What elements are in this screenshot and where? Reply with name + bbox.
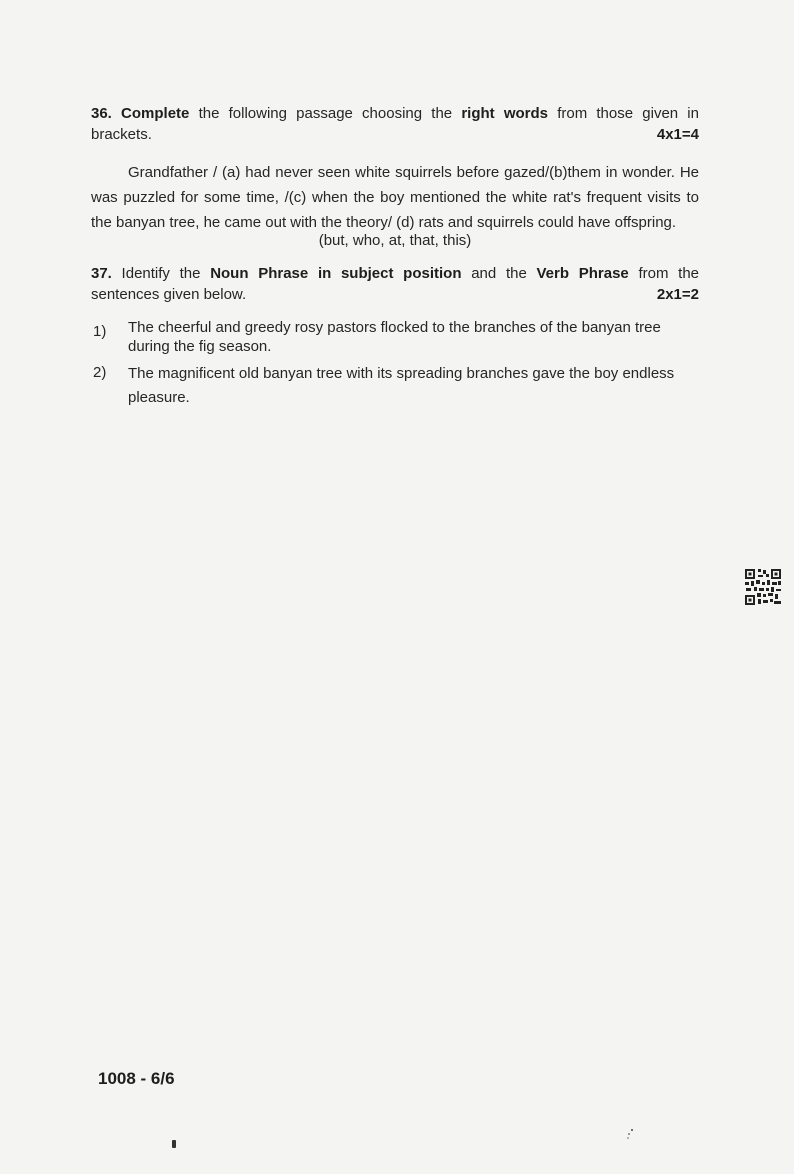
scan-speck — [626, 1128, 636, 1140]
question-36-text-1: the following passage choosing the — [189, 105, 462, 122]
passage-line-2: was puzzled for some time, /(c) when the boy mentioned the white rat's frequent visits to — [91, 189, 699, 206]
item-2-number: 2) — [93, 364, 107, 381]
question-37-number: 37. — [91, 265, 112, 282]
question-37-item-2 — [91, 362, 701, 410]
question-37-text-1: Identify the — [111, 265, 211, 282]
qr-code-icon — [744, 568, 782, 606]
question-37-text-2: and the — [461, 265, 537, 282]
question-37-prompt — [91, 263, 699, 284]
scan-speck — [172, 1140, 176, 1148]
question-36-number: 36. — [91, 105, 112, 122]
question-37-bold-noun-phrase: Noun Phrase in subject position — [210, 265, 462, 282]
question-37-bold-verb-phrase: Verb Phrase — [536, 265, 629, 282]
question-36-marks: 4x1=4 — [656, 126, 699, 143]
page-code: 1008 - 6/6 — [98, 1069, 175, 1088]
question-36-passage — [91, 160, 699, 235]
question-37-marks: 2x1=2 — [656, 286, 699, 303]
question-36-bold-complete: Complete — [121, 105, 190, 122]
item-1-line-1: The cheerful and greedy rosy pastors flocked to the branches of the banyan tree — [128, 319, 661, 336]
question-36 — [91, 103, 699, 145]
question-36-bold-right-words: right words — [461, 105, 549, 122]
question-36-prompt — [91, 103, 699, 124]
item-1-number: 1) — [93, 323, 107, 340]
question-36-line-2: brackets. — [91, 126, 152, 143]
item-1-line-2: during the fig season. — [128, 338, 272, 355]
item-2-line-2: pleasure. — [128, 389, 190, 406]
question-36-subline — [91, 124, 699, 145]
question-37-item-1 — [91, 317, 701, 356]
question-37-line-2: sentences given below. — [91, 286, 247, 303]
question-36-text-2: from those given in — [548, 105, 699, 122]
question-36-options: (but, who, at, that, this) — [318, 232, 472, 249]
question-37-subline — [91, 284, 699, 305]
item-2-line-1: The magnificent old banyan tree with its spreading branches gave the boy endless — [128, 365, 675, 382]
passage-line-1: Grandfather / (a) had never seen white squirrels before gazed/(b)them in wonder. He — [128, 164, 699, 181]
question-37-text-3: from the — [628, 265, 700, 282]
passage-line-3: the banyan tree, he came out with the theory/ (d) rats and squirrels could have offspring. — [91, 214, 677, 231]
question-37 — [91, 263, 699, 305]
